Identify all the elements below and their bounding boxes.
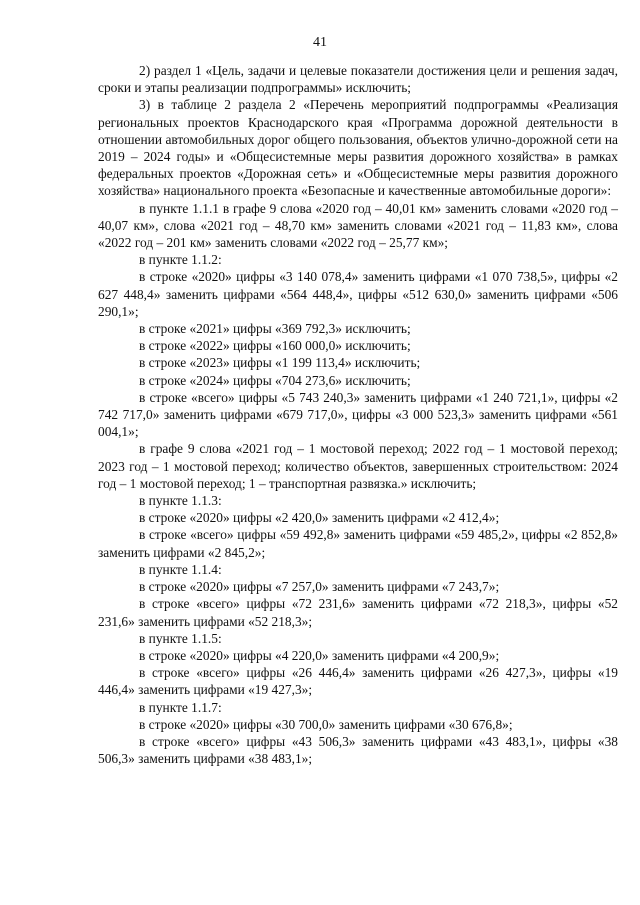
paragraph-item-1-1-2-row-total: в строке «всего» цифры «5 743 240,3» заменить цифрами «1 240 721,1», цифры «2 742 717,0» заменить цифрами «679 717,0», цифры «3 000 523,3» заменить цифрами «561 004,1»; xyxy=(98,389,618,440)
paragraph-item-1-1-2-row-2021: в строке «2021» цифры «369 792,3» исключить; xyxy=(139,321,411,337)
paragraph-item-1-1-2-row-2024: в строке «2024» цифры «704 273,6» исключить; xyxy=(139,372,411,388)
paragraph-item-1-1-2-row-2022: в строке «2022» цифры «160 000,0» исключить; xyxy=(139,338,411,354)
paragraph-item-1-1-2-row-2023: в строке «2023» цифры «1 199 113,4» исключить; xyxy=(139,355,421,371)
paragraph-item-1-1-7-row-total: в строке «всего» цифры «43 506,3» заменить цифрами «43 483,1», цифры «38 506,3» заменить цифрами «38 483,1»; xyxy=(98,733,618,767)
paragraph-item-1-1-5-row-total: в строке «всего» цифры «26 446,4» заменить цифрами «26 427,3», цифры «19 446,4» заменить цифрами «19 427,3»; xyxy=(98,665,618,698)
paragraph-item-1-1-5-heading: в пункте 1.1.5: xyxy=(139,630,222,646)
paragraph-item-1-1-3-heading: в пункте 1.1.3: xyxy=(139,493,222,509)
paragraph-item-1-1-4-heading: в пункте 1.1.4: xyxy=(139,561,222,577)
paragraph-item-1-1-7-heading: в пункте 1.1.7: xyxy=(139,699,222,715)
paragraph-item-1-1-2-column-9: в графе 9 слова «2021 год – 1 мостовой переход; 2022 год – 1 мостовой переход; 2023 год – 1 мостовой переход; количество объектов, завершенных строительством: 2024 год – 1 мостовой переход; 1 – транспортная развязка.» исключить; xyxy=(98,441,618,491)
paragraph-item-1-1-1: в пункте 1.1.1 в графе 9 слова «2020 год – 40,01 км» заменить словами «2020 год – 40,07 км», слова «2021 год – 48,70 км» заменить словами «2021 год – 11,83 км», слова «2022 год – 201 км» заменить словами «2022 год – 25,77 км»; xyxy=(98,200,618,251)
paragraph-item-1-1-2-row-2020: в строке «2020» цифры «3 140 078,4» заменить цифрами «1 070 738,5», цифры «2 627 448,4» заменить цифрами «564 448,4», цифры «512 630,0» заменить цифрами «506 290,1»; xyxy=(98,269,618,319)
paragraph-item-1-1-2-heading: в пункте 1.1.2: xyxy=(139,252,222,268)
paragraph-item-1-1-5-row-2020: в строке «2020» цифры «4 220,0» заменить цифрами «4 200,9»; xyxy=(139,647,500,663)
paragraph-item-1-1-3-row-2020: в строке «2020» цифры «2 420,0» заменить цифрами «2 412,4»; xyxy=(139,510,500,526)
paragraph-item-1-1-4-row-2020: в строке «2020» цифры «7 257,0» заменить цифрами «7 243,7»; xyxy=(139,579,500,595)
paragraph-section-1-removal: 2) раздел 1 «Цель, задачи и целевые показатели достижения цели и решения задач, сроки и этапы реализации подпрограммы» исключить; xyxy=(98,63,618,96)
paragraph-item-1-1-3-row-total: в строке «всего» цифры «59 492,8» заменить цифрами «59 485,2», цифры «2 852,8» заменить цифрами «2 845,2»; xyxy=(98,527,618,560)
paragraph-item-1-1-7-row-2020: в строке «2020» цифры «30 700,0» заменить цифрами «30 676,8»; xyxy=(139,716,513,732)
page-number: 41 xyxy=(313,35,327,50)
document-body xyxy=(98,62,618,767)
paragraph-table-2-intro: 3) в таблице 2 раздела 2 «Перечень мероприятий подпрограммы «Реализация региональных проектов Краснодарского края «Программа дорожной деятельности в отношении автомобильных дорог общего пользования, объектов улично-дорожной сети на 2019 – 2024 годы» и «Общесистемные меры развития дорожного хозяйства» в рамках федеральных проектов «Дорожная сеть» и «Общесистемные меры развития дорожного хозяйства» национального проекта «Безопасные и качественные автомобильные дороги»: xyxy=(98,97,618,199)
paragraph-item-1-1-4-row-total: в строке «всего» цифры «72 231,6» заменить цифрами «72 218,3», цифры «52 231,6» заменить цифрами «52 218,3»; xyxy=(98,596,618,629)
